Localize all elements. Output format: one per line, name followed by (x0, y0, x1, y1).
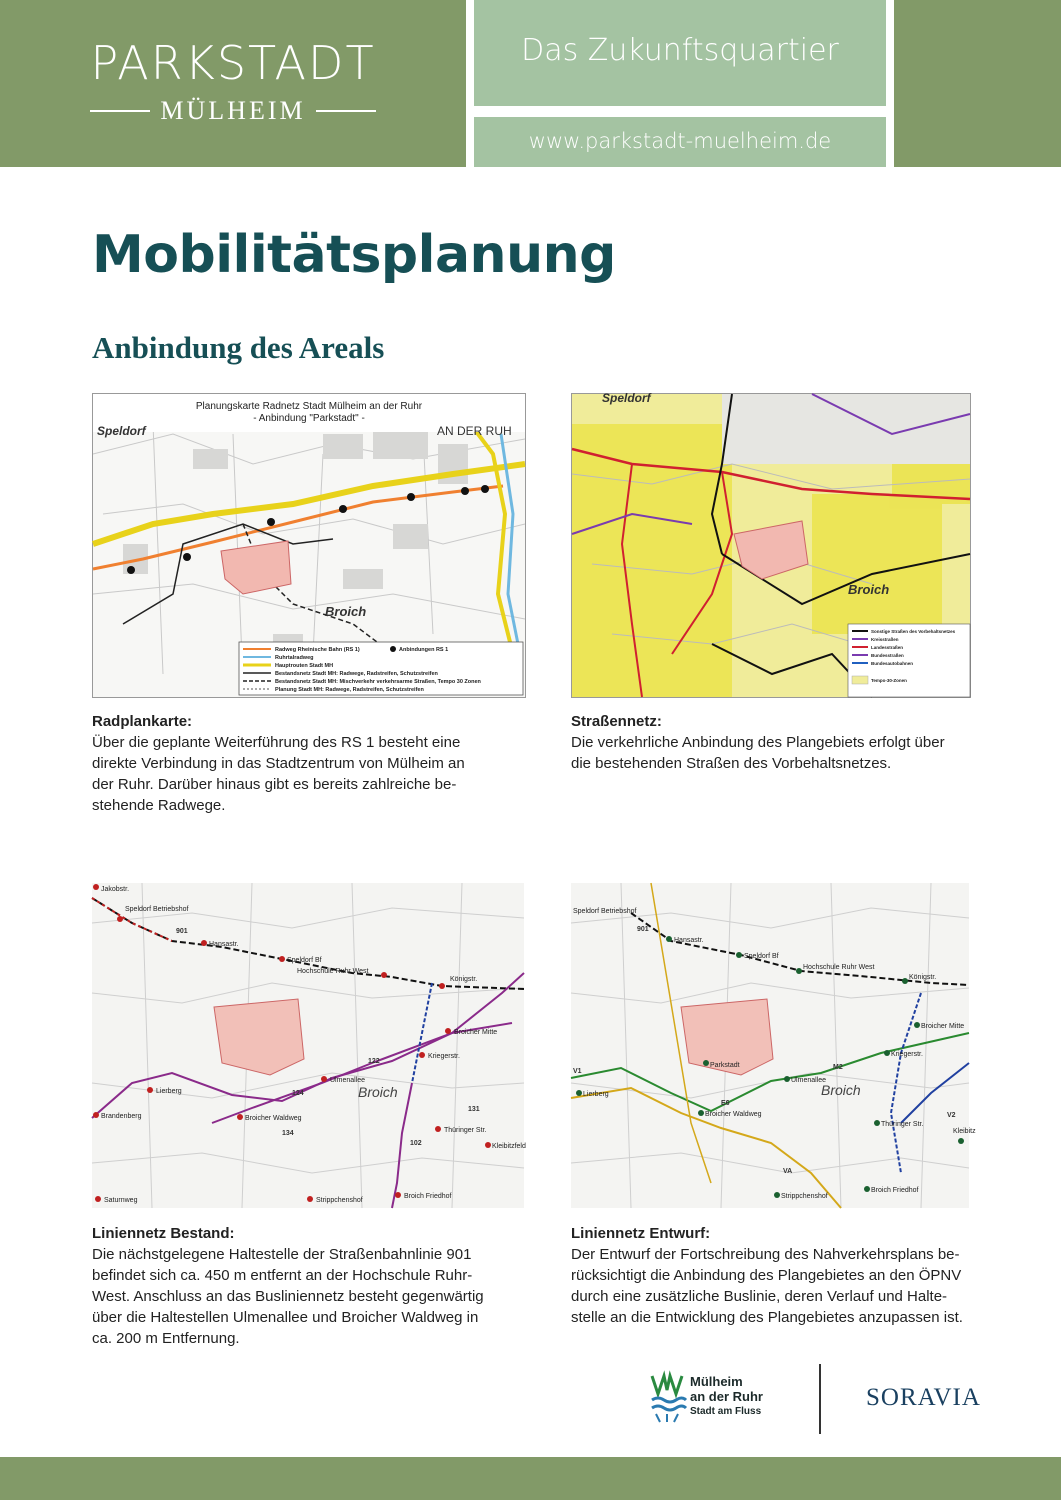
logo-divider (819, 1364, 821, 1434)
map-label-broich: Broich (358, 1084, 398, 1100)
muelheim-logo-text (690, 1374, 763, 1419)
website-link[interactable]: www.parkstadt-muelheim.de (528, 129, 832, 153)
map-liniennetz-entwurf (571, 883, 976, 1208)
caption-title: Straßennetz: (571, 713, 662, 730)
stop-label: Lierberg (583, 1091, 609, 1098)
line-number: 122 (368, 1058, 380, 1065)
stop-label: Speldorf Bf (744, 953, 779, 960)
line-number: E6 (721, 1100, 730, 1107)
line-number: V2 (947, 1112, 956, 1119)
legend-item: Planung Stadt MH: Radwege, Radstreifen, Schutzstreifen (275, 687, 424, 693)
stop-label: Hochschule Ruhr West (803, 964, 875, 971)
map-label-broich: Broich (325, 604, 367, 619)
stop-label: Ulmenallee (330, 1077, 366, 1084)
stop-label: Jakobstr. (101, 886, 130, 893)
legend-item: Bestandsnetz Stadt MH: Radwege, Radstreifen, Schutzstreifen (275, 671, 438, 677)
legend-item: Kreisstraßen (871, 637, 899, 642)
line-number: 124 (292, 1090, 304, 1097)
line-number: M2 (833, 1064, 843, 1071)
stop-label: Hansastr. (209, 941, 239, 948)
legend-item: Landesstraßen (871, 645, 904, 650)
map-label-speldorf: Speldorf (97, 424, 146, 438)
stop-label: Broicher Mitte (454, 1029, 498, 1036)
line-number: VA (783, 1168, 793, 1175)
legend-item: Bundesautobahnen (871, 661, 914, 666)
brand-subtitle-row (90, 96, 376, 126)
muelheim-logo-mark-icon (648, 1370, 686, 1422)
logo-line: Mülheim (690, 1374, 743, 1389)
caption-liniennetz-bestand (92, 1223, 522, 1349)
stop-label: Kriegerstr. (891, 1051, 923, 1058)
stop-label: Strippchenshof (781, 1193, 828, 1200)
stop-label: Strippchenshof (316, 1197, 363, 1204)
caption-strassennetz (571, 711, 991, 774)
map-label-an-der-ruhr: AN DER RUH (437, 424, 512, 438)
caption-text: Über die geplante Weiterführung des RS 1 besteht eine direkte Verbindung in das Stadtzentrum von Mülheim an der Ruhr. Darüber hinaus gibt es bereits zahlreiche be- stehende Radwege. (92, 734, 465, 814)
stop-label: Thüringer Str. (444, 1127, 487, 1134)
page-title: Mobilitätsplanung (92, 225, 616, 285)
stop-label: Speldorf Bf (287, 957, 322, 964)
logo-line: Stadt am Fluss (690, 1406, 762, 1417)
legend-item: Bestandsnetz Stadt MH: Mischverkehr verkehrsarme Straßen, Tempo 30 Zonen (275, 679, 481, 685)
line-number: 901 (637, 926, 649, 933)
muelheim-logo[interactable] (648, 1366, 808, 1426)
map-radplan-legend (239, 642, 523, 695)
map-radplan-heading1: Planungskarte Radnetz Stadt Mülheim an der Ruhr (195, 401, 423, 412)
stop-label: Kleibitzfeld (492, 1143, 526, 1150)
stop-label: Parkstadt (710, 1062, 740, 1069)
map-strassen-legend (848, 624, 970, 697)
page-header (0, 0, 1061, 167)
brand-subtitle: MÜLHEIM (160, 96, 306, 125)
caption-title: Radplankarte: (92, 713, 193, 730)
divider (90, 110, 150, 112)
caption-text: Der Entwurf der Fortschreibung des Nahverkehrsplans be- rücksichtigt die Anbindung des Plangebietes an den ÖPNV durch eine zusätzliche Buslinie, deren Verlauf und Halte- stelle an die Entwicklung des Plangebietes anzupassen ist. (571, 1246, 963, 1326)
stop-label: Hansastr. (674, 937, 704, 944)
stop-label: Ulmenallee (791, 1077, 827, 1084)
soravia-logo[interactable]: SORAVIA (866, 1384, 981, 1411)
stop-label: Kriegerstr. (428, 1053, 460, 1060)
stop-label: Speldorf Betriebshof (125, 906, 189, 913)
stop-label: Speldorf Betriebshof (573, 908, 637, 915)
stop-label: Lierberg (156, 1088, 182, 1095)
line-number: 131 (468, 1106, 480, 1113)
map-strassennetz (571, 393, 971, 698)
stop-label: Kleibitz (953, 1128, 976, 1135)
stop-label: Königstr. (909, 974, 937, 981)
caption-text: Die verkehrliche Anbindung des Plangebiets erfolgt über die bestehenden Straßen des Vorbehaltsnetzes. (571, 734, 945, 772)
legend-item: Anbindungen RS 1 (399, 647, 449, 653)
legend-item: Ruhrtalradweg (275, 655, 314, 661)
stop-label: Saturnweg (104, 1197, 138, 1204)
map-radplan-graphic (93, 394, 525, 697)
stop-label: Brandenberg (101, 1113, 142, 1120)
caption-title: Liniennetz Bestand: (92, 1225, 235, 1242)
stop-label: Thüringer Str. (881, 1121, 924, 1128)
divider (316, 110, 376, 112)
stop-label: Hochschule Ruhr West (297, 968, 369, 975)
stop-label: Broich Friedhof (404, 1193, 452, 1200)
brand-logo[interactable] (0, 0, 466, 167)
map-liniennetz-bestand (92, 883, 524, 1208)
map-entwurf-graphic (571, 883, 976, 1208)
line-number: 102 (410, 1140, 422, 1147)
caption-radplankarte (92, 711, 512, 816)
stop-label: Broicher Waldweg (245, 1115, 302, 1122)
logo-line: an der Ruhr (690, 1389, 763, 1404)
tagline-box (474, 0, 886, 106)
line-number: V1 (573, 1068, 582, 1075)
line-number: 134 (282, 1130, 294, 1137)
legend-item: Radweg Rheinische Bahn (RS 1) (275, 647, 360, 653)
stop-label: Broich Friedhof (871, 1187, 919, 1194)
footer-bar (0, 1457, 1061, 1500)
brand-title: PARKSTADT (90, 36, 376, 90)
map-label-broich: Broich (821, 1082, 861, 1098)
line-number: 901 (176, 928, 188, 935)
url-box[interactable] (474, 117, 886, 167)
legend-item: Hauptrouten Stadt MH (275, 663, 334, 669)
tagline: Das Zukunftsquartier (521, 33, 839, 68)
map-radplan (92, 393, 526, 698)
caption-title: Liniennetz Entwurf: (571, 1225, 711, 1242)
caption-text: Die nächstgelegene Haltestelle der Straßenbahnlinie 901 befindet sich ca. 450 m entfernt an der Hochschule Ruhr- West. Anschluss an das Busliniennetz besteht gegenwärtig über die Haltestellen Ulmenallee und Broicher Waldweg in ca. 200 m Entfernung. (92, 1246, 484, 1347)
stop-label: Königstr. (450, 976, 478, 983)
legend-item: Sonstige Straßen des Vorbehaltsnetzes (871, 629, 956, 634)
stop-label: Broicher Waldweg (705, 1111, 762, 1118)
map-label-broich: Broich (848, 582, 890, 597)
section-title: Anbindung des Areals (92, 330, 385, 365)
stop-label: Broicher Mitte (921, 1023, 965, 1030)
map-strassennetz-graphic (572, 391, 970, 697)
map-bestand-graphic (92, 883, 524, 1208)
legend-item: Bundesstraßen (871, 653, 904, 658)
map-label-speldorf: Speldorf (602, 391, 651, 405)
caption-liniennetz-entwurf (571, 1223, 991, 1328)
legend-item: Tempo-30-Zonen (871, 678, 907, 683)
header-decor-block (894, 0, 1061, 167)
map-radplan-heading2: - Anbindung "Parkstadt" - (253, 413, 365, 424)
